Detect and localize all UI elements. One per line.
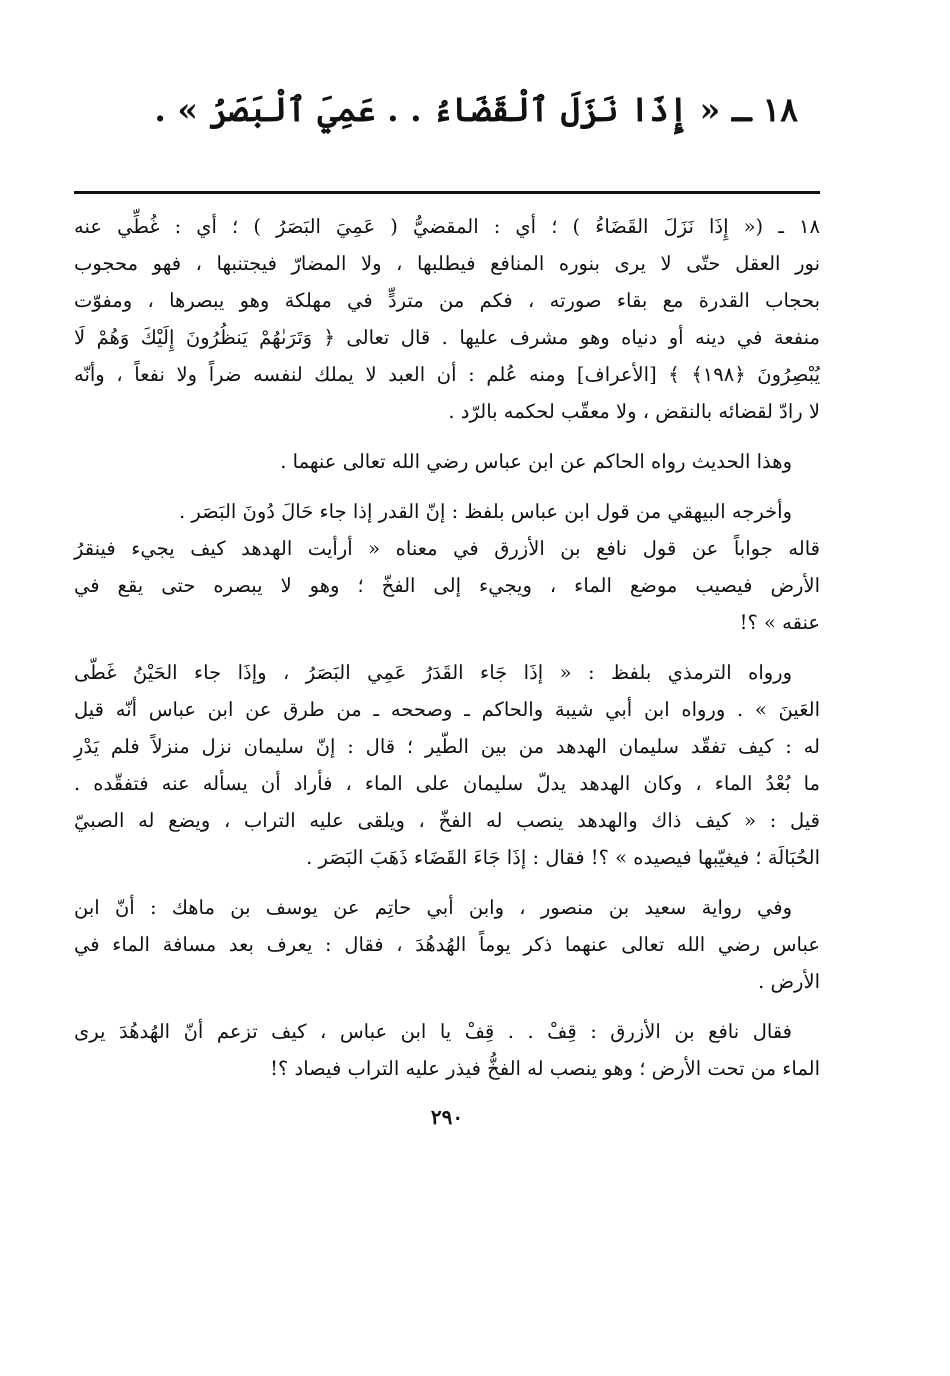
text-line: عنقه » ؟!: [739, 611, 820, 634]
text-line: فقال نافع بن الأزرق : قِفْ . . قِفْ يا ابن عباس ، كيف تزعم أنّ الهُدهُدَ يرى: [74, 1020, 792, 1043]
heading-divider: [74, 191, 820, 194]
text-line: قاله جواباً عن قول نافع بن الأزرق في معناه « أرأيت الهدهد كيف يجيء فينقرُ: [74, 537, 820, 560]
paragraph-5: [74, 889, 820, 1000]
page-body: [74, 208, 820, 1087]
page-number: ٢٩٠: [430, 1105, 464, 1129]
text-line: الحُبَالَة ؛ فيغيّبها فيصيده » ؟! فقال : إذَا جَاءَ القَضَاء ذَهَبَ البَصَر .: [306, 846, 820, 869]
text-line: ورواه الترمذي بلفظ : « إذَا جَاء القَدَرُ عَمِي البَصَرُ ، وإذَا جاء الحَيْنُ غَطّى: [74, 661, 792, 684]
book-page: [74, 60, 820, 1360]
text-line: العَينَ » . ورواه ابن أبي شيبة والحاكم ـ وصححه ـ من طرق عن ابن عباس أنّه قيل: [74, 698, 820, 721]
text-line: يُبْصِرُونَ ﴿١٩٨﴾ ﴾ [الأعراف] ومنه عُلم : أن العبد لا يملك لنفسه ضراً ولا نفعاً ، وأنّه: [74, 363, 820, 386]
text-line: الأرض فيصيب موضع الماء ، ويجيء إلى الفخّ ؛ وهو لا يبصره حتى يقع في: [74, 574, 820, 597]
text-line: وفي رواية سعيد بن منصور ، وابن أبي حاتِم عن يوسف بن ماهك : أنّ ابن: [74, 896, 792, 919]
text-line: وأخرجه البيهقي من قول ابن عباس بلفظ : إنّ القدر إذا جاء حَالَ دُونَ البَصَر .: [179, 500, 792, 523]
text-line: ما بُعْدُ الماء ، وكان الهدهد يدلّ سليمان على الماء ، فأراد أن يسأله عنه فتفقّده .: [74, 772, 820, 795]
text-line: لا رادّ لقضائه بالنقض ، ولا معقّب لحكمه بالرّد .: [448, 400, 820, 423]
paragraph-3: [74, 493, 820, 641]
text-line: قيل : « كيف ذاك والهدهد ينصب له الفخّ ، ويلقى عليه التراب ، ويضع له الصبيّ: [74, 809, 820, 832]
text-line: عباس رضي الله تعالى عنهما ذكر يوماً الهُدهُدَ ، فقال : يعرف بعد مسافة الماء في: [74, 933, 820, 956]
text-line: الماء من تحت الأرض ؛ وهو ينصب له الفخُّ فيذر عليه التراب فيصاد ؟!: [270, 1057, 820, 1080]
text-line: بحجاب القدرة مع بقاء صورته ، فكم من متردٍّ في مهلكة وهو يبصرها ، ومفوّت: [74, 289, 820, 312]
text-line: الأرض .: [758, 970, 820, 993]
paragraph-6: [74, 1013, 820, 1087]
paragraph-2: [74, 443, 820, 480]
paragraph-4: [74, 654, 820, 876]
text-line: منفعة في دينه أو دنياه وهو مشرف عليها . قال تعالى ﴿ وَتَرَىٰهُمْ يَنظُرُونَ إِلَيْكَ وَهُمْ لَا: [74, 326, 820, 349]
text-line: له : كيف تفقّد سليمان الهدهد من بين الطّير ؛ قال : إنّ سليمان نزل منزلاً فلم يَدْرِ: [74, 735, 820, 758]
text-line: نور العقل حتّى لا يرى بنوره المنافع فيطلبها ، ولا المضارّ فيجتنبها ، فهو محجوب: [74, 252, 820, 275]
section-heading: ١٨ ـ « إِذَا نَزَلَ ٱلْقَضَاءُ . . عَمِيَ ٱلْبَصَرُ » .: [154, 90, 798, 129]
text-line: وهذا الحديث رواه الحاكم عن ابن عباس رضي الله تعالى عنهما .: [280, 450, 792, 473]
text-line: ١٨ ـ (« إِذَا نَزَلَ القَضَاءُ ) ؛ أي : المقضيُّ ( عَمِيَ البَصَرُ ) ؛ أي : غُطِّي عنه: [74, 215, 820, 238]
paragraph-1: [74, 208, 820, 430]
